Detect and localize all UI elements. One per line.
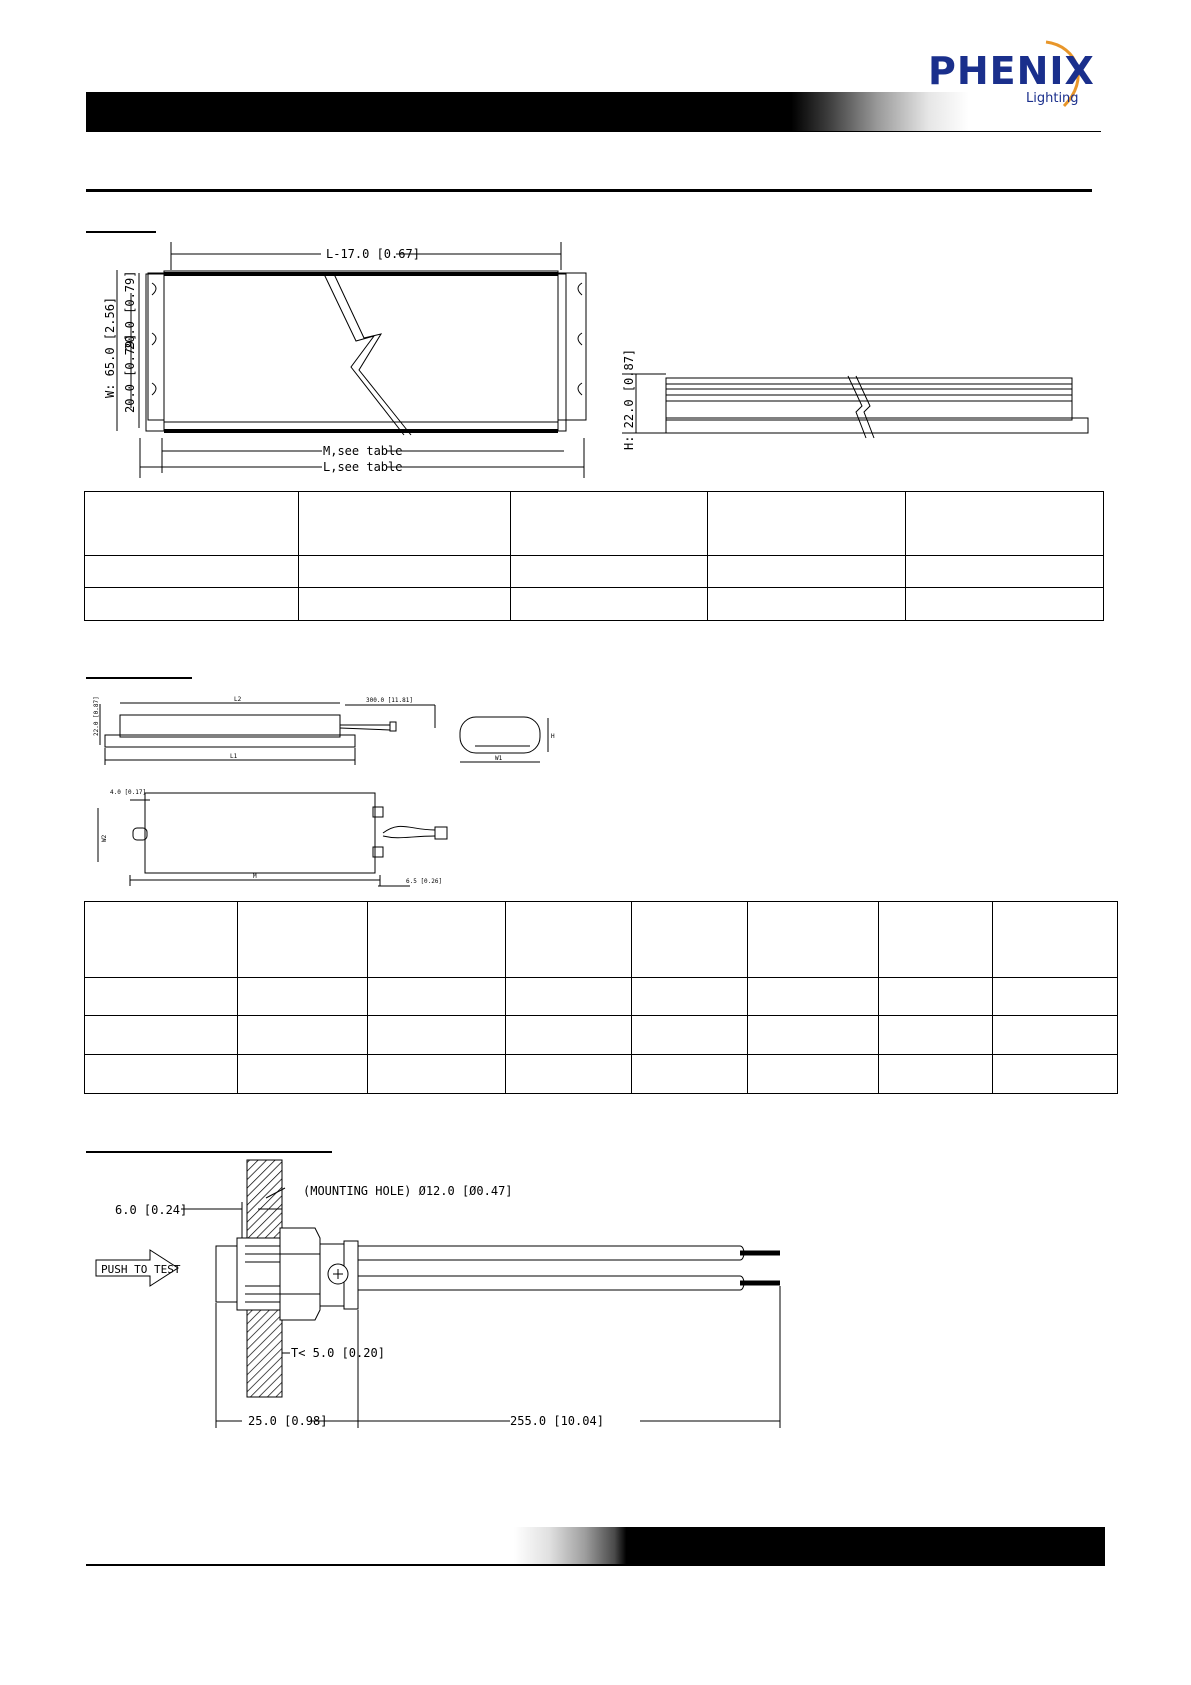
hole-pitch-top-label: 20.0 [0.79]: [123, 270, 137, 350]
left-offset-dim-label: 6.0 [0.24]: [115, 1203, 188, 1217]
tail-dim-label: 6.5 [0.26]: [406, 878, 443, 885]
test-switch-drawing: [90, 1158, 810, 1433]
push-to-test-label: PUSH TO TEST: [101, 1263, 181, 1276]
side-height-label: H: 22.0 [0.87]: [622, 348, 636, 450]
phenix-logo: [928, 36, 1103, 112]
table-row: [85, 978, 1118, 1016]
footer-rule: [86, 1564, 1105, 1566]
section-2-rule: [86, 677, 192, 679]
table-row: [85, 556, 1104, 588]
body-length-dim-label: 25.0 [0.98]: [248, 1414, 328, 1428]
wall-thickness-label: T< 5.0 [0.20]: [291, 1346, 385, 1360]
footer-bar: [514, 1527, 1105, 1565]
section-2-table: [84, 901, 1118, 1094]
section-3-rule: [86, 1151, 332, 1153]
l-see-table-label: L,see table: [323, 460, 403, 474]
w2-label: W2: [101, 834, 108, 842]
l2-label: L2: [234, 696, 242, 703]
table-row: [85, 1016, 1118, 1054]
top-height-dim-label: 22.0 [0.87]: [93, 696, 100, 736]
lead-length-dim-label: 300.0 [11.81]: [366, 697, 413, 704]
battery-pack-drawing: [90, 690, 570, 895]
section-1-rule: [86, 231, 156, 233]
table-row: [85, 902, 1118, 978]
lead-length-dim-label: 255.0 [10.04]: [510, 1414, 604, 1428]
width-dim-label: W: 65.0 [2.56]: [103, 296, 117, 398]
length-dim-label: L-17.0 [0.67]: [326, 247, 420, 261]
mounting-hole-label: (MOUNTING HOLE) Ø12.0 [Ø0.47]: [303, 1184, 513, 1198]
title-rule: [86, 189, 1092, 192]
m-see-table-label: M,see table: [323, 444, 403, 458]
hole-pitch-bottom-label: 20.0 [0.79]: [123, 333, 137, 413]
offset-dim-label: 4.0 [0.17]: [110, 789, 147, 796]
section-1-table: [84, 491, 1104, 621]
table-row: [85, 588, 1104, 621]
m-label: M: [253, 873, 257, 880]
header-rule: [86, 131, 1101, 132]
l1-label: L1: [230, 753, 238, 760]
logo-subtitle: Lighting: [1026, 91, 1079, 106]
h-label: H: [551, 733, 555, 740]
table-row: [85, 1054, 1118, 1093]
ballast-top-drawing: [86, 238, 1096, 483]
w1-label: W1: [495, 755, 503, 762]
table-row: [85, 492, 1104, 556]
logo-wordmark: PHENIX: [928, 49, 1095, 93]
